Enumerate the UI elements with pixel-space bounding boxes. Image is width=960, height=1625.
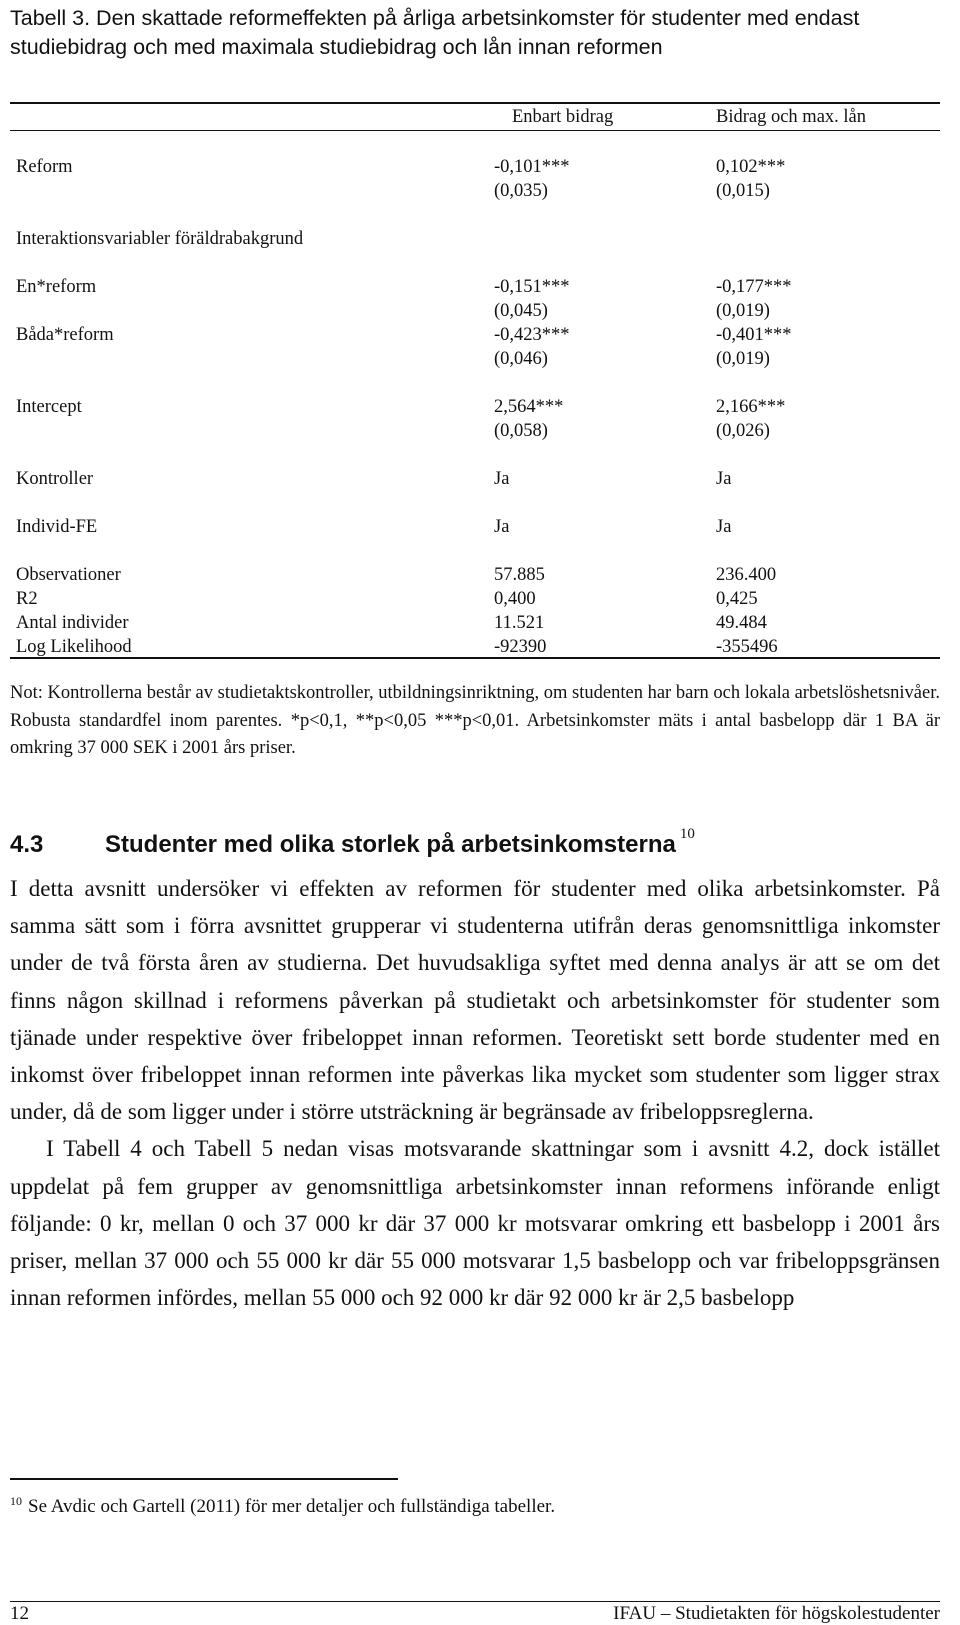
table-cell: (0,058) [494,421,548,441]
table-cell: Ja [494,469,510,489]
table-cell: Ja [716,469,732,489]
table-cell: -0,101*** [494,157,570,177]
footnote-marker: 10 [10,1494,22,1508]
table-group-label: Interaktionsvariabler föräldrabakgrund [16,229,304,249]
table-row-label: Reform [16,157,73,177]
table-cell: 0,425 [716,589,758,609]
table-cell: Ja [494,517,510,537]
table-top-rule [10,102,940,104]
table-cell: 0,102*** [716,157,786,177]
table-row-label: Båda*reform [16,325,114,345]
table-row-label: Kontroller [16,469,94,489]
table-cell: 236.400 [716,565,777,585]
table-cell: -355496 [716,637,778,657]
table-header-cell: Bidrag och max. lån [716,107,867,127]
table-cell: (0,019) [716,301,770,321]
paragraph: I detta avsnitt undersöker vi effekten av reformen för studenter med olika arbetsinkomster. På samma sätt som i förra avsnittet grupperar vi studenterna utifrån deras genomsnittliga inkomster under de två första åren av studierna. Det huvudsakliga syftet med denna analys är att se om det finns någon skillnad i reformens påverkan på studietakt och arbetsinkomster för studenter som tjänade under respektive över fribeloppet innan reformen. Teoretiskt sett borde studenter med en inkomst över fribeloppet innan reformen inte påverkas lika mycket som studenter som ligger strax under, då de som ligger under i större utsträckning är begränsade av fribeloppsreglerna. [10,876,940,1125]
table-cell: (0,015) [716,181,770,201]
table-cell: (0,019) [716,349,770,369]
table-cell: -0,151*** [494,277,570,297]
table-row-label: Log Likelihood [16,637,132,657]
table-cell: (0,035) [494,181,548,201]
table-row-label: Observationer [16,565,121,585]
table-header-cell: Enbart bidrag [512,107,614,127]
table-cell: -0,401*** [716,325,792,345]
table-cell: -92390 [494,637,547,657]
footer-divider [10,1601,940,1602]
table-cell: 2,564*** [494,397,564,417]
table-row-label: Intercept [16,397,82,417]
body-text [10,870,940,1316]
table-note-text: Not: Kontrollerna består av studietaktskontroller, utbildningsinriktning, om studenten har barn och lokala arbetslöshetsnivåer. Robusta standardfel inom parentes. *p<0,1, **p<0,05 ***p<0,01. Arbetsinkomster mäts i antal basbelopp där 1 BA är omkring 37 000 SEK i 2001 års priser. [10,683,940,758]
table-bottom-rule [10,657,940,659]
table-cell: Ja [716,517,732,537]
table-row-label: En*reform [16,277,97,297]
table-cell: 11.521 [494,613,545,633]
table-row-label: Antal individer [16,613,129,633]
section-number: 4.3 [10,831,44,858]
table-cell: -0,177*** [716,277,792,297]
table-cell: (0,026) [716,421,770,441]
table-header-rule [10,130,940,131]
footnote-text: Se Avdic och Gartell (2011) för mer detaljer och fullständiga tabeller. [28,1496,556,1517]
table-cell: 2,166*** [716,397,786,417]
table-cell: (0,046) [494,349,548,369]
footnote-divider [10,1478,398,1480]
footnote-reference[interactable]: 10 [679,826,695,842]
table-row-label: Individ-FE [16,517,98,537]
section-title: Studenter med olika storlek på arbetsinkomsterna [105,831,676,858]
footnote [10,1489,555,1519]
paragraph: I Tabell 4 och Tabell 5 nedan visas motsvarande skattningar som i avsnitt 4.2, dock istället uppdelat på fem grupper av genomsnittliga arbetsinkomster innan reformens införande enligt följande: 0 kr, mellan 0 och 37 000 kr där 37 000 kr motsvarar omkring ett basbelopp i 2001 års priser, mellan 37 000 och 55 000 kr där 55 000 motsvarar 1,5 basbelopp och var fribeloppsgränsen innan reformen infördes, mellan 55 000 och 92 000 kr där 92 000 kr är 2,5 basbelopp [10,1136,940,1311]
table-cell: -0,423*** [494,325,570,345]
running-title: IFAU – Studietakten för högskolestudenter [613,1603,940,1624]
table-cell: 57.885 [494,565,545,585]
table-note [10,680,940,763]
page-number: 12 [10,1603,29,1624]
table-row-label: R2 [16,589,38,609]
table-cell: 0,400 [494,589,536,609]
table-cell: 49.484 [716,613,767,633]
table-caption: Tabell 3. Den skattade reformeffekten på årliga arbetsinkomster för studenter med endast studiebidrag och med maximala studiebidrag och lån innan reformen [10,6,860,59]
table-cell: (0,045) [494,301,548,321]
section-heading [10,826,695,859]
